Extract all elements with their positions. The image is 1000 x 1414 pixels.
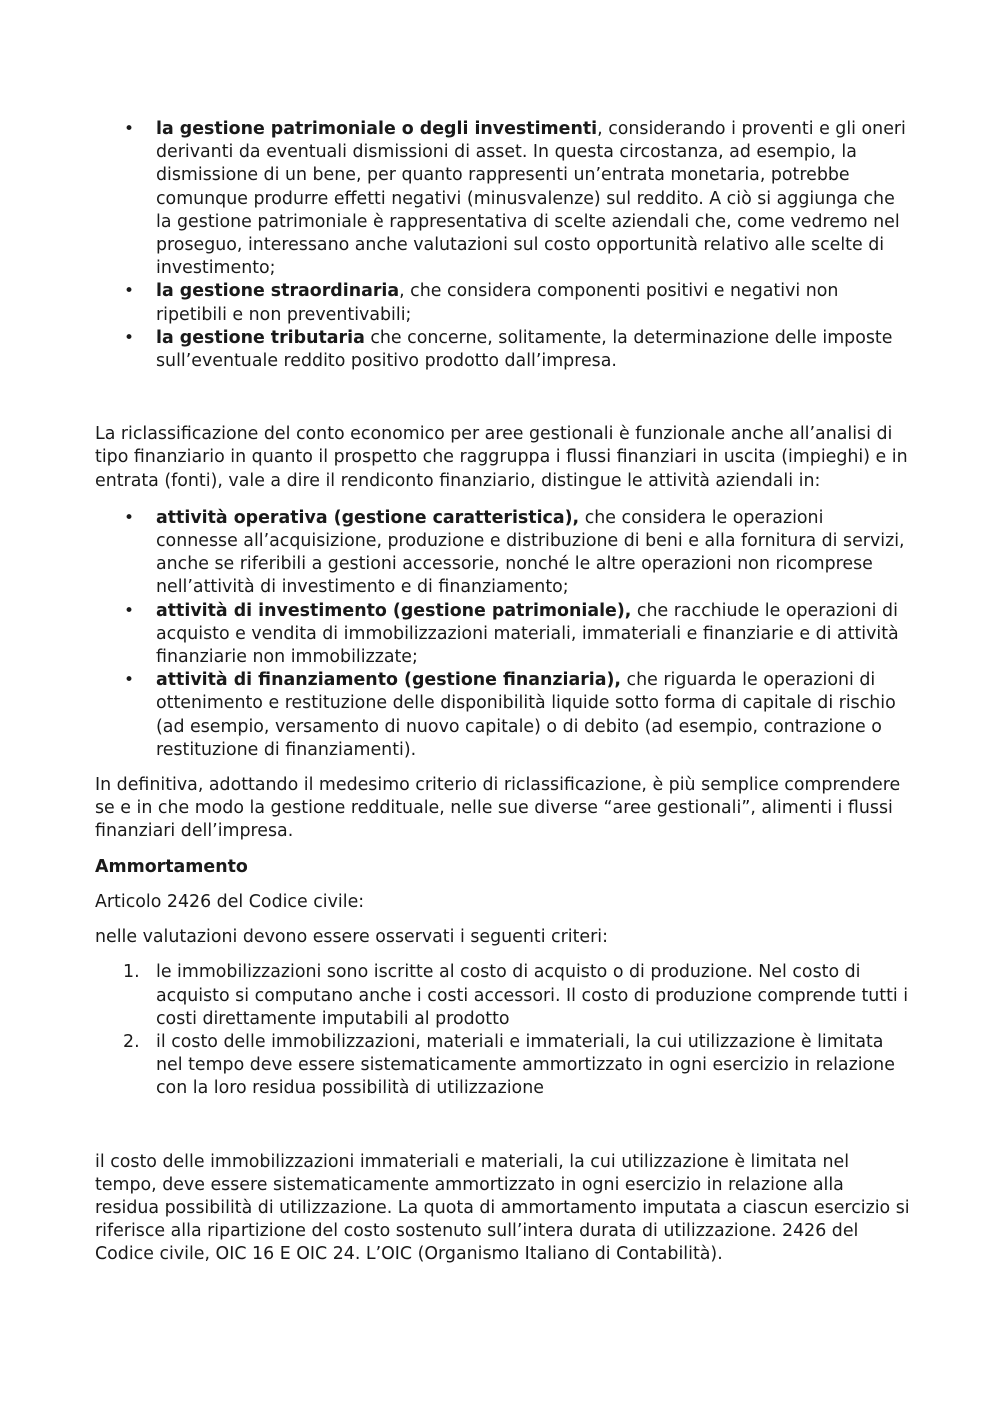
- paragraph-conclusion: In definitiva, adottando il medesimo criterio di riclassificazione, è più semplice comprendere se e in che modo la gestione reddituale, nelle sue diverse “aree gestionali”, alimenti i flussi finanziari dell’impresa.: [95, 775, 901, 842]
- bullet-icon: •: [124, 281, 135, 302]
- list-item: [95, 961, 910, 1031]
- activities-list: [95, 507, 910, 762]
- list-item-text: che concerne, solitamente, la determinazione delle imposte sull’eventuale reddito positivo prodotto dall’impresa.: [156, 327, 893, 372]
- list-item-bold: la gestione straordinaria: [156, 281, 400, 302]
- management-areas-list: [95, 118, 910, 373]
- list-item-text: , considerando i proventi e gli oneri derivanti da eventuali dismissioni di asset. In questa circostanza, ad esempio, la dismissione di un bene, per quanto rappresenti un’entrata monetaria, potrebbe comunque produrre effetti negativi (minusvalenze) sul reddito. A ciò si aggiunga che la gestione patrimoniale è rappresentativa di scelte aziendali che, come vedremo nel proseguo, interessano anche valutazioni sul costo opportunità relativo alle scelte di investimento;: [156, 119, 906, 279]
- list-item: [95, 600, 910, 670]
- section-heading: Ammortamento: [95, 856, 248, 877]
- list-item: [95, 669, 910, 762]
- paragraph-amortization: il costo delle immobilizzazioni immateriali e materiali, la cui utilizzazione è limitata nel tempo, deve essere sistematicamente ammortizzato in ogni esercizio in relazione alla residua possibilità di utilizzazione. La quota di ammortamento imputata a ciascun esercizio si riferisce alla ripartizione del costo sostenuto sull’intera durata di utilizzazione. 2426 del Codice civile, OIC 16 E OIC 24. L’OIC (Organismo Italiano di Contabilità).: [95, 1151, 910, 1265]
- bullet-icon: •: [124, 119, 135, 139]
- list-item-text: le immobilizzazioni sono iscritte al costo di acquisto o di produzione. Nel costo di acquisto si computano anche i costi accessori. Il costo di produzione comprende tutti i costi direttamente imputabili al prodotto: [156, 962, 909, 1029]
- list-item: [95, 280, 910, 326]
- bullet-icon: •: [124, 327, 135, 348]
- list-item-text: il costo delle immobilizzazioni, materiali e immateriali, la cui utilizzazione è limitata nel tempo deve essere sistematicamente ammortizzato in ogni esercizio in relazione con la loro residua possibilità di utilizzazione: [156, 1031, 895, 1099]
- list-item: [95, 507, 910, 600]
- bullet-icon: •: [124, 670, 135, 691]
- list-item-text: che racchiude le operazioni di acquisto e vendita di immobilizzazioni materiali, immateriali e finanziarie e di attività finanziarie non immobilizzate;: [156, 600, 899, 668]
- bullet-icon: •: [124, 600, 135, 621]
- criteria-list: [95, 961, 910, 1100]
- paragraph-criteria-intro: nelle valutazioni devono essere osservati i seguenti criteri:: [95, 927, 608, 948]
- list-item-text: , che considera componenti positivi e negativi non ripetibili e non preventivabili;: [156, 281, 839, 325]
- paragraph-reclassification: La riclassificazione del conto economico per aree gestionali è funzionale anche all’analisi di tipo finanziario in quanto il prospetto che raggruppa i flussi finanziari in uscita (impieghi) e in entrata (fonti), vale a dire il rendiconto finanziario, distingue le attività aziendali in:: [95, 424, 908, 491]
- paragraph-article: Articolo 2426 del Codice civile:: [95, 891, 365, 912]
- list-item-bold: la gestione patrimoniale o degli investimenti: [156, 119, 598, 139]
- list-item-text: che considera le operazioni connesse all’acquisizione, produzione e distribuzione di beni e alla fornitura di servizi, anche se riferibili a gestioni accessorie, nonché le altre operazioni non ricomprese nell’attività di investimento e di finanziamento;: [156, 507, 905, 598]
- list-number: 1.: [123, 962, 140, 983]
- document-page: [95, 118, 910, 1267]
- list-item: [95, 1031, 910, 1101]
- list-item-bold: attività operativa (gestione caratteristica),: [156, 507, 580, 528]
- list-item-bold: attività di investimento (gestione patrimoniale),: [156, 600, 632, 621]
- list-item-text: che riguarda le operazioni di ottenimento e restituzione delle disponibilità liquide sotto forma di capitale di rischio (ad esempio, versamento di nuovo capitale) o di debito (ad esempio, contrazione o restituzione di finanziamenti).: [156, 670, 896, 760]
- list-item: [95, 118, 910, 280]
- bullet-icon: •: [124, 507, 135, 528]
- list-item-bold: attività di finanziamento (gestione finanziaria),: [156, 670, 622, 691]
- list-item: [95, 327, 910, 373]
- list-number: 2.: [123, 1031, 140, 1052]
- list-item-bold: la gestione tributaria: [156, 327, 365, 348]
